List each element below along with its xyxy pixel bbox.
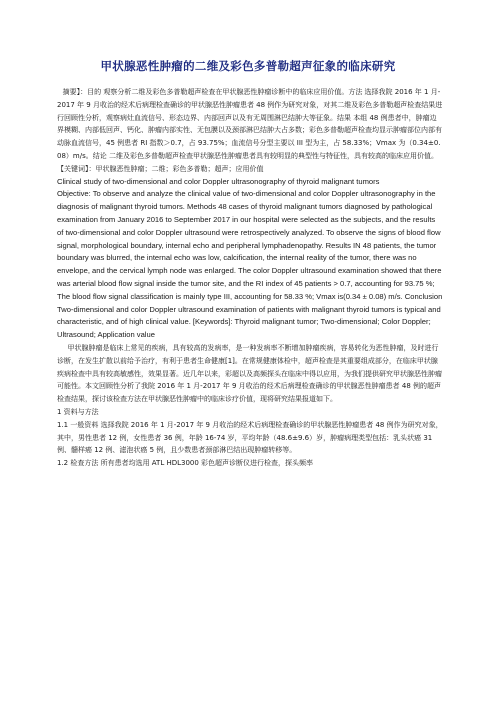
english-title: Clinical study of two-dimensional and color Doppler ultrasonography of thyroid malignant tumors [57,176,380,186]
introduction-paragraph: 甲状腺肿瘤是临床上常见的疾病，具有较高的发病率，是一种发病率不断增加肿瘤疾病，容易转化为恶性肿瘤，及时进行诊断，在发生扩散以前给予治疗，有利于患者生命健康[1]。在常规健康体检中，超声检查是其重要组成部分，在临床甲状腺疾病检查中具有较高敏感性，效果显著。近几年以来，彩超以及高频探头在临床中得以应用，为我们提供研究甲状腺恶性肿瘤可能性。本文回顾性分析了我院 2016 年 1 月-2017 年 9 月收治的经术后病理检查确诊的甲状腺恶性肿瘤患者 48 例的超声检查结果，探讨该检查方法在甲状腺恶性肿瘤中的临床诊疗价值，现将研究结果报道如下。 [57,343,442,404]
document-body [57,86,443,470]
abstract-chinese: 摘要】：目的 观察分析二维及彩色多普勒超声检查在甲状腺恶性肿瘤诊断中的临床应用价值。方法 选择我院 2016 年 1 月-2017 年 9 月收治的经术后病理检查确诊的甲状腺恶性肿瘤患者 48 例作为研究对象，对其二维及彩色多普勒超声检查结果进行回顾性分析，观察病灶血流信号、形态边界、内部回声以及有无周围淋巴结肿大等征象。结果 本组 48 例患者中，肿瘤边界模糊、内部低回声、钙化、肿瘤内部实性、无包膜以及颈部淋巴结肿大占多数；彩色多普勒超声检查均显示肿瘤部位内部有动脉血流信号，45 例患者 RI 指数＞0.7，占 93.75%；血流信号分型主要以 III 型为主，占 58.33%；Vmax 为（0.34±0.08）m/s。结论 二维及彩色多普勒超声检查甲状腺恶性肿瘤患者具有较明显的典型性与特征性，具有较高的临床应用价值。 [57,88,443,160]
section-examination-method: 1.2 检查方法 所有患者均选用 ATL HDL3000 彩色超声诊断仪进行检查，探头频率 [57,459,314,468]
abstract-english: Objective: To observe and analyze the clinical value of two-dimensional and color Doppler ultrasonography in the diagnosis of malignant thyroid tumors. Methods 48 cases of thyroid malignant tumors diagnosed by pathological examination from January 2016 to September 2017 in our hospital were selected as the subjects, and the results of two-dimensional and color Doppler ultrasound were retrospectively analyzed. To observe the signs of blood flow signal, morphological boundary, internal echo and peripheral lymphadenopathy. Results IN 48 patients, the tumor boundary was blurred, the internal echo was low, calcification, the internal reality of the tumor, there was no envelope, and the cervical lymph node was enlarged. The color Doppler ultrasound examination showed that there was arterial blood flow signal inside the tumor site, and the RI index of 45 patients > 0.7, accounting for 93.75 %; The blood flow signal classification is mainly type III, accounting for 58.33 %; Vmax is(0.34 ± 0.08) m/s. Conclusion Two-dimensional and color Doppler ultrasound examination of patients with malignant thyroid tumors is typical and characteristic, and of high clinical value. [Keywords]: Thyroid malignant tumor; Two-dimensional; Color Doppler; Ultrasound; Application value [57,189,443,340]
page-title: 甲状腺恶性肿瘤的二维及彩色多普勒超声征象的临床研究 [100,59,396,73]
keywords-chinese: 【关键词】：甲状腺恶性肿瘤；二维；彩色多普勒；超声；应用价值 [57,164,264,173]
section-heading-materials-methods: 1 资料与方法 [57,407,99,416]
section-general-data: 1.1 一般资料 选择我院 2016 年 1 月-2017 年 9 月收治的经术后病理检查确诊的甲状腺恶性肿瘤患者 48 例作为研究对象，其中，男性患者 12 例，女性患者 36 例，年龄 16-74 岁，平均年龄（48.6±9.6）岁，肿瘤病理类型包括：乳头状癌 31 例、髓样癌 12 例、滤泡状癌 5 例，且少数患者颈部淋巴结出现肿瘤转移等。 [57,420,443,455]
